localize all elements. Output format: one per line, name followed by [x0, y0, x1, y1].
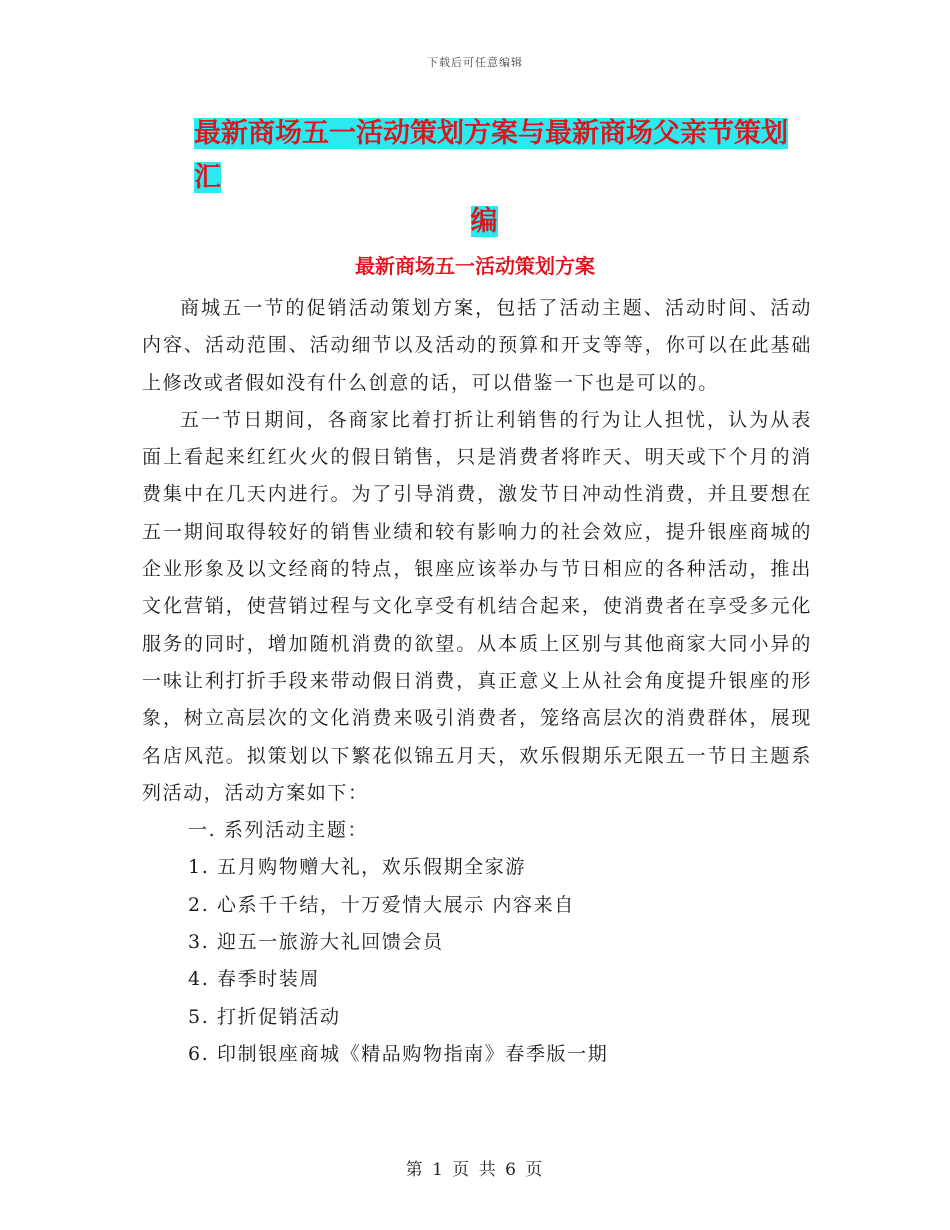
- list-item: 4. 春季时装周: [188, 968, 320, 991]
- list-heading: 一. 系列活动主题：: [188, 819, 369, 842]
- title-line-2: 编: [470, 206, 498, 237]
- list-item: 3. 迎五一旅游大礼回馈会员: [188, 931, 444, 954]
- paragraph-intro: 商城五一节的促销活动策划方案，包括了活动主题、活动时间、活动内容、活动范围、活动细节以及活动的预算和开支等等，你可以在此基础上修改或者假如没有什么创意的话，可以借鉴一下也是可以的。: [142, 297, 812, 394]
- list-item: 2. 心系千千结，十万爱情大展示 内容来自: [188, 893, 575, 916]
- title-line-1: 最新商场五一活动策划方案与最新商场父亲节策划汇: [194, 118, 788, 193]
- paragraph-background: 五一节日期间，各商家比着打折让利销售的行为让人担忧，认为从表面上看起来红红火火的假日销售，只是消费者将昨天、明天或下个月的消费集中在几天内进行。为了引导消费，激发节日冲动性消费，并且要想在五一期间取得较好的销售业绩和较有影响力的社会效应，提升银座商城的企业形象及以文经商的特点，银座应该举办与节日相应的各种活动，推出文化营销，使营销过程与文化享受有机结合起来，使消费者在享受多元化服务的同时，增加随机消费的欲望。从本质上区别与其他商家大同小异的一味让利打折手段来带动假日消费，真正意义上从社会角度提升银座的形象，树立高层次的文化消费来吸引消费者，笼络高层次的消费群体，展现名店风范。拟策划以下繁花似锦五月天，欢乐假期乐无限五一节日主题系列活动，活动方案如下：: [142, 408, 812, 804]
- page-footer: 第 1 页 共 6 页: [405, 1160, 545, 1180]
- list-item: 5. 打折促销活动: [188, 1005, 341, 1028]
- document-body: [142, 290, 812, 1073]
- document-title: [194, 112, 814, 244]
- header-note: 下载后可任意编辑: [427, 56, 523, 69]
- list-item: 1. 五月购物赠大礼，欢乐假期全家游: [188, 856, 526, 879]
- list-item: 6. 印制银座商城《精品购物指南》春季版一期: [188, 1042, 609, 1065]
- section-title: 最新商场五一活动策划方案: [355, 254, 595, 278]
